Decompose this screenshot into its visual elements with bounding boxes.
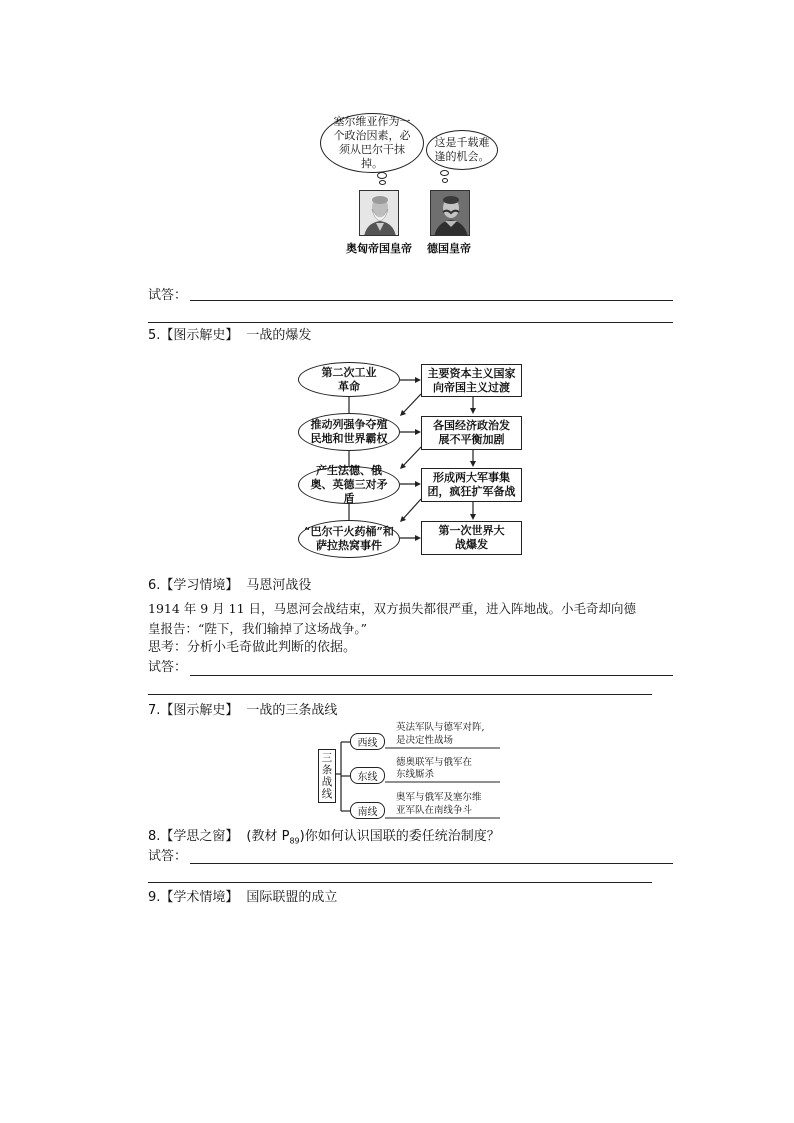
front-east-desc-2: 东线厮杀 [396,769,435,780]
flow-node-text: 第一次世界大战爆发 [438,524,505,551]
question-title: 国际联盟的成立 [246,890,338,905]
caption-german-emperor: 德国皇帝 [427,242,471,255]
question-tag: 【学习情境】 [160,578,239,593]
question-number: 8. [148,829,161,844]
question-number: 6. [148,578,161,593]
front-label: 西线 [357,738,378,749]
question-text-after: )你如何认识国联的委任统治制度？ [299,829,500,844]
q6-think-prompt: 思考：分析小毛奇做此判断的依据。 [148,640,357,655]
question-number: 7. [148,703,161,718]
fronts-root-label: 三条战线 [321,752,333,800]
question-number: 5. [148,328,161,343]
front-south-desc-2: 亚军队在南线争斗 [396,805,473,816]
question-tag: 【学思之窗】 [160,829,239,844]
bubble-text-germany: 这是千载难逢的机会。 [434,136,490,163]
question-tag: 【图示解史】 [160,703,239,718]
question-title: 一战的三条战线 [246,703,338,718]
front-east-label-box [350,767,385,784]
answer-label: 试答： [148,288,188,303]
question-tag: 【学术情境】 [160,890,239,905]
question-text-before: (教材 P [246,829,290,844]
front-east-desc-1: 德奥联军与俄军在 [396,757,473,768]
front-south-desc-1: 奥军与俄军及塞尔维 [396,792,482,803]
front-south-label-box [350,802,385,819]
flow-node-text: 各国经济政治发展不平衡加剧 [433,419,510,446]
front-label: 东线 [357,772,378,783]
answer-line[interactable] [190,863,673,864]
question-title: 马恩河战役 [246,578,312,593]
question-number: 9. [148,890,161,905]
flow-node-text: 推动列强争夺殖民地和世界霸权 [310,418,388,445]
question-8-heading [148,829,500,850]
bubble-text-austria: 塞尔维亚作为一个政治因素，必须从巴尔干抹掉。 [333,115,411,170]
textbook-page-subscript: 89 [289,836,300,846]
flow-node-text: 形成两大军事集团，疯狂扩军备战 [427,471,516,498]
caption-austrian-emperor: 奥匈帝国皇帝 [346,242,412,255]
answer-label: 试答： [148,660,188,675]
front-west-desc-2: 是决定性战场 [396,735,454,746]
q6-text-line-1: 1914 年 9 月 11 日，马恩河会战结束，双方损失都很严重，进入阵地战。小毛奇却向德 [148,601,637,616]
flow-node-text: 第二次工业革命 [321,365,377,393]
answer-label: 试答： [148,849,188,864]
q6-text-line-2: 皇报告：“陛下，我们输掉了这场战争。” [148,621,368,636]
question-9-heading [148,890,337,906]
flow-node-text: 产生法德、俄奥、英德三对矛盾 [310,464,388,505]
front-west-desc-1: 英法军队与德军对阵, [396,722,485,733]
flow-node-text: “巴尔干火药桶”和萨拉热窝事件 [304,525,394,552]
front-west-label-box [350,733,385,750]
question-title: 一战的爆发 [246,328,312,343]
front-label: 南线 [357,807,378,818]
answer-line[interactable] [148,882,652,883]
question-tag: 【图示解史】 [160,328,239,343]
flow-node-text: 主要资本主义国家向帝国主义过渡 [427,366,516,394]
fronts-root-box [318,749,336,803]
